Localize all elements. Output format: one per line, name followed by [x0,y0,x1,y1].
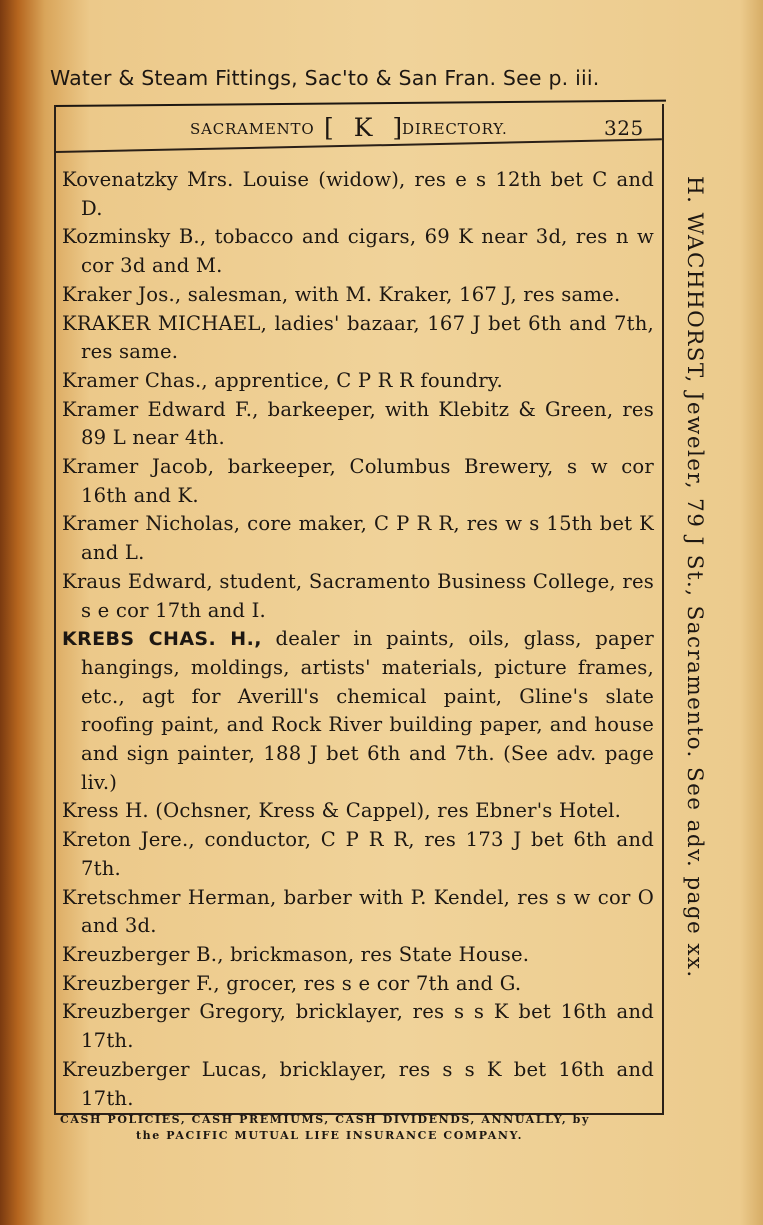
directory-entry: KRAKER MICHAEL, ladies' bazaar, 167 J bet 6th and 7th, res same. [62,311,654,364]
directory-entry-krebs [62,625,654,797]
running-header [140,113,650,145]
side-advertisement: H. WACHHORST, Jeweler, 79 J St., Sacramento. See adv. page xx. [682,176,707,979]
entry-text: dealer in paints, oils, glass, paper hangings, moldings, artists' materials, picture frames, etc., agt for Averill's chemical paint, Gline's slate roofing paint, and Rock River building paper, and house and sign painter, 188 J bet 6th and 7th. (See adv. page liv.) [81,627,654,794]
bottom-ad-line2: the PACIFIC MUTUAL LIFE INSURANCE COMPANY. [136,1129,524,1142]
frame-right-rule [662,104,664,1115]
directory-entry: Kramer Edward F., barkeeper, with Klebitz & Green, res 89 L near 4th. [62,397,654,450]
bottom-ad-line1: CASH POLICIES, CASH PREMIUMS, CASH DIVIDENDS, ANNUALLY, by [60,1113,590,1126]
directory-entry: Kress H. (Ochsner, Kress & Cappel), res Ebner's Hotel. [62,799,622,823]
top-advertisement: Water & Steam Fittings, Sac'to & San Fran. See p. iii. [50,66,600,90]
directory-entry: Kreuzberger B., brickmason, res State House. [62,942,530,966]
header-city: SACRAMENTO [190,120,315,138]
entry-bold-name: KREBS CHAS. H., [62,628,262,651]
directory-entry: Kreuzberger Lucas, bricklayer, res s s K bet 16th and 17th. [62,1057,654,1110]
directory-entry: Kreton Jere., conductor, C P R R, res 173 J bet 6th and 7th. [62,828,654,880]
directory-entry: Kovenatzky Mrs. Louise (widow), res e s 12th bet C and D. [62,168,654,220]
frame-left-rule [54,105,56,1115]
directory-entry: Kozminsky B., tobacco and cigars, 69 K near 3d, res n w cor 3d and M. [62,225,654,278]
directory-entry: Kretschmer Herman, barber with P. Kendel, res s w cor O and 3d. [62,885,654,938]
directory-entry: Kraus Edward, student, Sacramento Business College, res s e cor 17th and I. [62,569,654,622]
header-directory: DIRECTORY. [402,120,508,138]
directory-entry: Kraker Jos., salesman, with M. Kraker, 167 J, res same. [62,282,621,306]
directory-entry: Kramer Jacob, barkeeper, Columbus Brewery, s w cor 16th and K. [62,455,654,507]
header-letter: [ K ] [324,113,409,142]
directory-entry: Kreuzberger F., grocer, res s e cor 7th and G. [62,971,522,995]
directory-entry: Kreuzberger Gregory, bricklayer, res s s K bet 16th and 17th. [62,1000,654,1053]
frame-top-rule [54,100,666,107]
directory-entry: Kramer Chas., apprentice, C P R R foundry. [62,368,503,392]
directory-entry: Kramer Nicholas, core maker, C P R R, res w s 15th bet K and L. [62,512,654,565]
page-number: 325 [604,116,644,140]
bottom-advertisement [60,1112,660,1144]
directory-entries [62,166,654,1113]
